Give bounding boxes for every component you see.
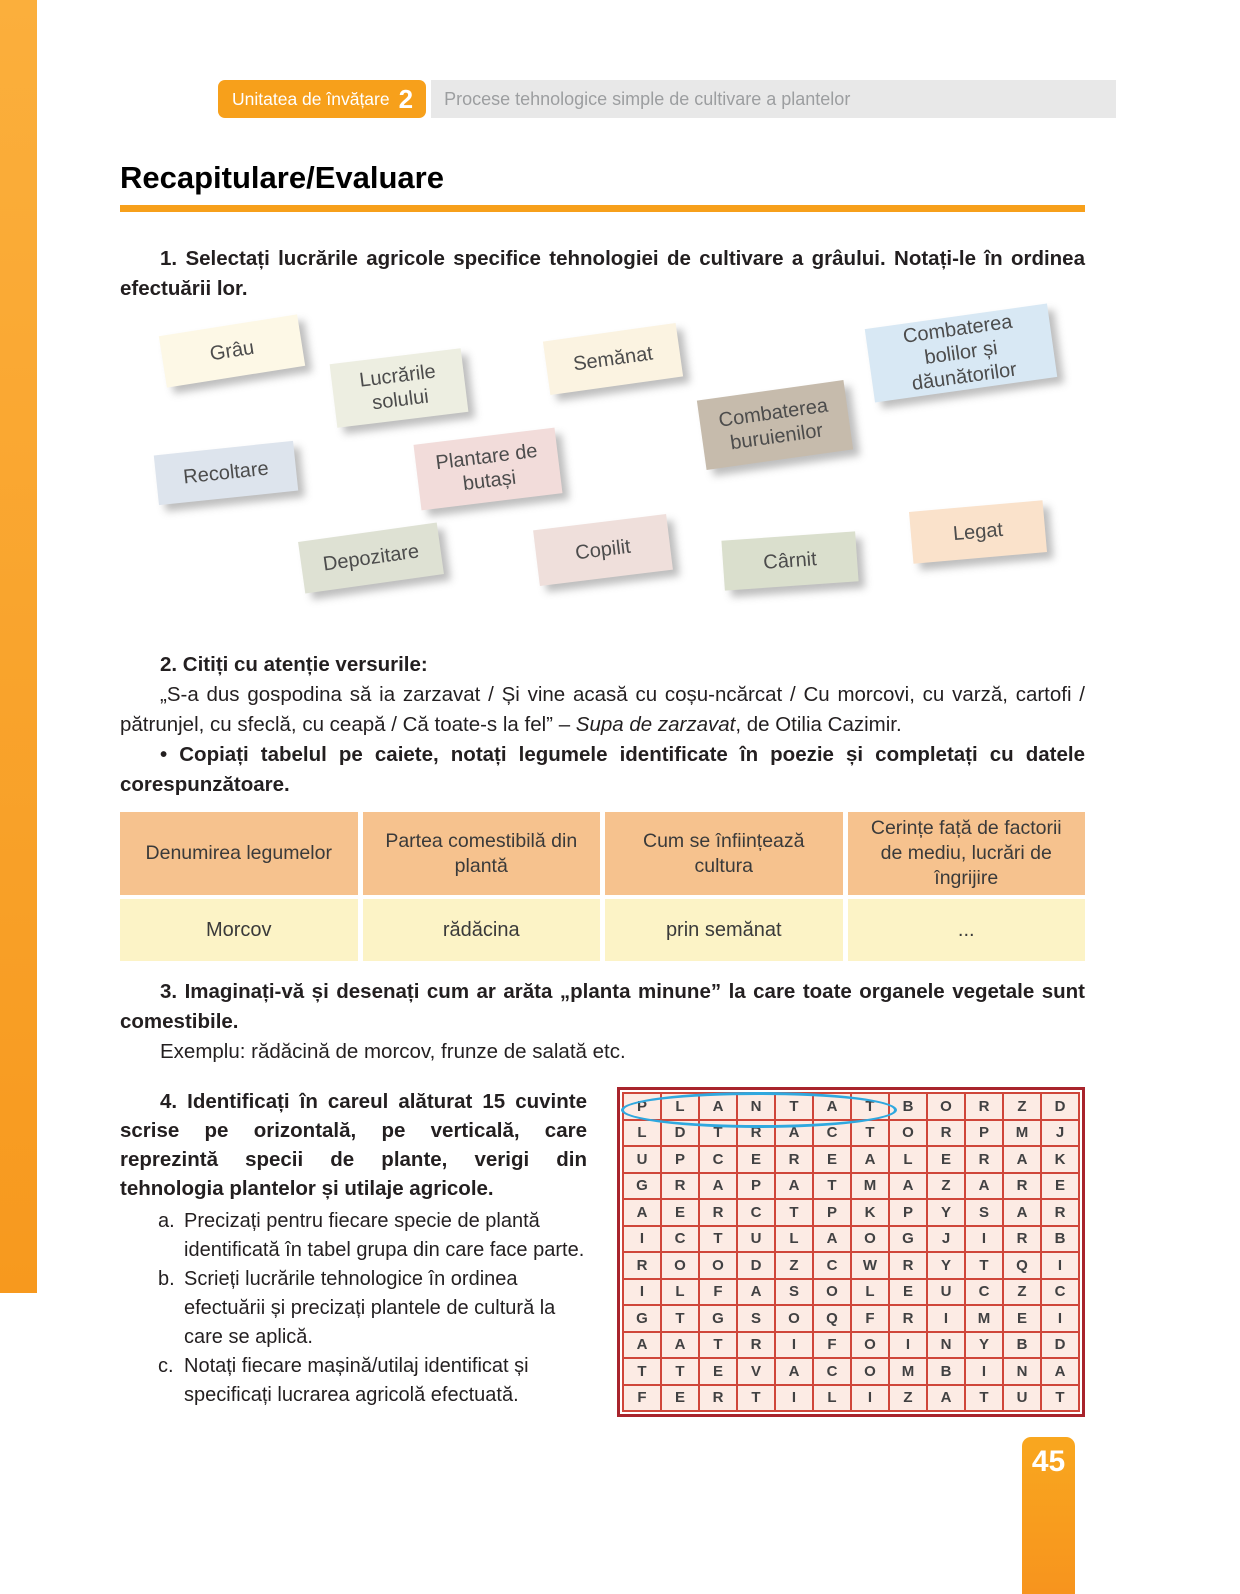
title-underline-rule (120, 205, 1085, 212)
grid-cell: T (662, 1359, 698, 1384)
card-label: Semănat (571, 342, 655, 376)
card-combaterea-bolilor (865, 304, 1058, 403)
card-label: Combaterea buruienilor (717, 394, 830, 455)
grid-cell: R (662, 1174, 698, 1199)
grid-cell: Q (1004, 1253, 1040, 1278)
grid-cell: T (700, 1121, 736, 1146)
grid-cell: G (624, 1306, 660, 1331)
grid-cell: U (928, 1280, 964, 1305)
grid-cell: L (814, 1386, 850, 1411)
list-item-text: Precizați pentru fiecare specie de plantă identificată în tabel grupa din care face parte. (184, 1210, 585, 1261)
card-recoltare (154, 441, 298, 505)
grid-cell: K (852, 1200, 888, 1225)
grid-cell: B (1004, 1333, 1040, 1358)
grid-cell: J (1042, 1121, 1078, 1146)
grid-cell: A (624, 1333, 660, 1358)
grid-cell: T (776, 1094, 812, 1119)
card-label: Depozitare (321, 540, 421, 576)
unit-badge (218, 80, 426, 118)
grid-cell: L (662, 1094, 698, 1119)
grid-cell: Z (928, 1174, 964, 1199)
card-combaterea-buruienilor (697, 380, 853, 470)
grid-cell: R (738, 1121, 774, 1146)
grid-cell: T (852, 1094, 888, 1119)
grid-cell: T (662, 1306, 698, 1331)
left-accent-strip (0, 0, 37, 1293)
grid-cell: I (890, 1333, 926, 1358)
grid-cell: W (852, 1253, 888, 1278)
card-plantare-de-butasi (414, 428, 563, 511)
grid-cell: T (700, 1333, 736, 1358)
table-header-cum-se-infiinteaza: Cum se înființează cultura (605, 812, 843, 895)
grid-cell: U (624, 1147, 660, 1172)
grid-cell: C (738, 1200, 774, 1225)
grid-cell: R (1004, 1174, 1040, 1199)
grid-cell: A (700, 1174, 736, 1199)
card-label: Legat (952, 518, 1004, 546)
grid-cell: C (814, 1359, 850, 1384)
grid-cell: I (1042, 1253, 1078, 1278)
card-label: Plantare de butași (434, 439, 539, 496)
grid-cell: L (662, 1280, 698, 1305)
exercise4-intro: 4. Identificați în careul alăturat 15 cuvinte scrise pe orizontală, pe verticală, care reprezintă specii de plante, verigi din tehnologia plantelor și utilaje agricole. (120, 1090, 587, 1200)
card-label: Copilit (574, 535, 632, 565)
page-number-tab (1022, 1437, 1075, 1594)
grid-cell: I (624, 1227, 660, 1252)
grid-cell: R (700, 1200, 736, 1225)
grid-cell: A (966, 1174, 1002, 1199)
card-lucrarile-solului (330, 348, 469, 428)
grid-cell: R (624, 1253, 660, 1278)
grid-cell: M (890, 1359, 926, 1384)
grid-cell: U (1004, 1386, 1040, 1411)
grid-cell: R (966, 1094, 1002, 1119)
word-search-grid (622, 1092, 1080, 1412)
unit-title-bar (431, 80, 1116, 118)
page-title: Recapitulare/Evaluare (120, 160, 444, 195)
card-copilit (533, 514, 673, 586)
grid-cell: E (814, 1147, 850, 1172)
grid-cell: A (624, 1200, 660, 1225)
grid-cell: L (624, 1121, 660, 1146)
grid-cell: O (662, 1253, 698, 1278)
unit-title: Procese tehnologice simple de cultivare a plantelor (444, 88, 851, 109)
poem-author: , de Otilia Cazimir. (735, 713, 902, 736)
table-header-cerinte: Cerințe față de factorii de mediu, lucrări de îngrijire (848, 812, 1086, 895)
grid-cell: P (662, 1147, 698, 1172)
grid-cell: M (966, 1306, 1002, 1331)
grid-cell: E (700, 1359, 736, 1384)
page-number: 45 (1031, 1445, 1066, 1478)
grid-cell: E (1004, 1306, 1040, 1331)
grid-cell: A (1004, 1200, 1040, 1225)
grid-cell: A (1042, 1359, 1078, 1384)
grid-cell: F (814, 1333, 850, 1358)
grid-cell: P (738, 1174, 774, 1199)
grid-cell: P (966, 1121, 1002, 1146)
grid-cell: B (890, 1094, 926, 1119)
grid-cell: O (776, 1306, 812, 1331)
list-marker: c. (158, 1355, 174, 1377)
grid-cell: T (1042, 1386, 1078, 1411)
grid-cell: F (624, 1386, 660, 1411)
grid-cell: P (624, 1094, 660, 1119)
grid-cell: R (1004, 1227, 1040, 1252)
card-grau (159, 314, 305, 387)
grid-cell: E (662, 1386, 698, 1411)
card-label: Lucrările solului (358, 360, 437, 415)
grid-cell: A (776, 1121, 812, 1146)
grid-cell: L (852, 1280, 888, 1305)
list-item-a (158, 1207, 587, 1265)
exercise3-example: Exemplu: rădăcină de morcov, frunze de salată etc. (160, 1040, 626, 1063)
list-item-c (158, 1352, 587, 1410)
grid-cell: O (890, 1121, 926, 1146)
table-header-partea-comestibila: Partea comestibilă din plantă (363, 812, 601, 895)
grid-cell: S (966, 1200, 1002, 1225)
grid-cell: O (852, 1359, 888, 1384)
grid-cell: C (1042, 1280, 1078, 1305)
grid-cell: A (852, 1147, 888, 1172)
grid-cell: O (928, 1094, 964, 1119)
grid-cell: R (776, 1147, 812, 1172)
grid-cell: U (738, 1227, 774, 1252)
vegetables-table (120, 812, 1085, 961)
grid-cell: G (624, 1174, 660, 1199)
grid-cell: A (776, 1174, 812, 1199)
grid-cell: O (814, 1280, 850, 1305)
grid-cell: O (852, 1227, 888, 1252)
grid-cell: R (966, 1147, 1002, 1172)
grid-cell: Y (928, 1253, 964, 1278)
grid-cell: Y (966, 1333, 1002, 1358)
grid-cell: C (814, 1253, 850, 1278)
grid-cell: G (890, 1227, 926, 1252)
exercise4-text-column (120, 1087, 587, 1417)
grid-cell: A (1004, 1147, 1040, 1172)
grid-cell: C (966, 1280, 1002, 1305)
card-label: Recoltare (182, 457, 270, 489)
page-content (120, 160, 1085, 1417)
exercise2-bullet: • Copiați tabelul pe caiete, notați legumele identificate în poezie și completați cu datele corespunzătoare. (120, 743, 1085, 796)
grid-cell: I (776, 1333, 812, 1358)
grid-cell: T (814, 1174, 850, 1199)
exercise2-poem (120, 680, 1085, 740)
grid-cell: J (928, 1227, 964, 1252)
table-cell-ellipsis: ... (848, 899, 1086, 961)
grid-cell: R (1042, 1200, 1078, 1225)
grid-cell: R (738, 1333, 774, 1358)
grid-cell: E (662, 1200, 698, 1225)
grid-cell: I (1042, 1306, 1078, 1331)
grid-cell: A (776, 1359, 812, 1384)
grid-cell: A (928, 1386, 964, 1411)
grid-cell: M (1004, 1121, 1040, 1146)
grid-cell: Z (1004, 1280, 1040, 1305)
grid-cell: A (814, 1227, 850, 1252)
grid-cell: B (928, 1359, 964, 1384)
table-cell-morcov: Morcov (120, 899, 358, 961)
grid-cell: Z (776, 1253, 812, 1278)
word-search-border (617, 1087, 1085, 1417)
unit-badge-label: Unitatea de învățare (232, 88, 390, 109)
grid-cell: N (738, 1094, 774, 1119)
grid-cell: L (890, 1147, 926, 1172)
list-item-text: Notați fiecare mașină/utilaj identificat și specificați lucrarea agricolă efectuată. (184, 1355, 529, 1406)
grid-cell: I (776, 1386, 812, 1411)
grid-cell: K (1042, 1147, 1078, 1172)
grid-cell: O (700, 1253, 736, 1278)
grid-cell: F (700, 1280, 736, 1305)
grid-cell: R (700, 1386, 736, 1411)
grid-cell: V (738, 1359, 774, 1384)
grid-cell: D (662, 1121, 698, 1146)
grid-cell: E (890, 1280, 926, 1305)
grid-cell: T (624, 1359, 660, 1384)
unit-badge-number: 2 (398, 83, 414, 114)
grid-cell: Y (928, 1200, 964, 1225)
exercise1-text: 1. Selectați lucrările agricole specifice tehnologiei de cultivare a grâului. Notați-le în ordinea efectuării lor. (120, 247, 1085, 300)
grid-cell: Z (890, 1386, 926, 1411)
poem-quote: „S-a dus gospodina să ia zarzavat / Și vine acasă cu coșu-ncărcat / Cu morcovi, cu varză, cartofi / pătrunjel, cu sfeclă, cu ceapă / Că toate-s la fel” – (120, 683, 1085, 736)
exercise4-list (120, 1207, 587, 1410)
grid-cell: L (776, 1227, 812, 1252)
grid-cell: T (738, 1386, 774, 1411)
grid-cell: R (928, 1121, 964, 1146)
poem-source-title: Supa de zarzavat (575, 713, 736, 736)
grid-cell: T (776, 1200, 812, 1225)
grid-cell: C (662, 1227, 698, 1252)
grid-cell: T (700, 1227, 736, 1252)
exercise2-heading: 2. Citiți cu atenție versurile: (160, 653, 428, 676)
grid-cell: M (852, 1174, 888, 1199)
grid-cell: I (966, 1227, 1002, 1252)
grid-cell: G (700, 1306, 736, 1331)
grid-cell: E (928, 1147, 964, 1172)
grid-cell: S (738, 1306, 774, 1331)
grid-cell: T (966, 1386, 1002, 1411)
grid-cell: C (700, 1147, 736, 1172)
grid-cell: Z (1004, 1094, 1040, 1119)
word-search-area (617, 1087, 1085, 1417)
exercise4-section (120, 1087, 1085, 1417)
grid-cell: O (852, 1333, 888, 1358)
grid-cell: A (700, 1094, 736, 1119)
card-carnit (721, 531, 858, 590)
grid-cell: N (1004, 1359, 1040, 1384)
card-label: Grâu (208, 336, 256, 366)
grid-cell: R (890, 1306, 926, 1331)
card-label: Combaterea bolilor și dăunătorilor (901, 310, 1019, 396)
page-header (218, 80, 1116, 118)
list-item-b (158, 1265, 587, 1352)
card-label: Cârnit (762, 548, 818, 574)
grid-cell: I (624, 1280, 660, 1305)
grid-cell: D (1042, 1333, 1078, 1358)
grid-cell: B (1042, 1227, 1078, 1252)
grid-cell: D (1042, 1094, 1078, 1119)
grid-cell: I (852, 1386, 888, 1411)
grid-cell: I (966, 1359, 1002, 1384)
grid-cell: R (890, 1253, 926, 1278)
table-cell-radacina: rădăcina (363, 899, 601, 961)
grid-cell: A (662, 1333, 698, 1358)
grid-cell: E (738, 1147, 774, 1172)
grid-cell: A (890, 1174, 926, 1199)
exercise1-cards-area (120, 310, 1085, 640)
card-legat (909, 500, 1047, 563)
grid-cell: P (890, 1200, 926, 1225)
grid-cell: N (928, 1333, 964, 1358)
grid-cell: S (776, 1280, 812, 1305)
grid-cell: E (1042, 1174, 1078, 1199)
grid-cell: D (738, 1253, 774, 1278)
table-header-denumirea: Denumirea legumelor (120, 812, 358, 895)
card-semanat (543, 323, 683, 395)
card-depozitare (298, 523, 444, 594)
list-marker: b. (158, 1268, 175, 1290)
grid-cell: C (814, 1121, 850, 1146)
grid-cell: I (928, 1306, 964, 1331)
grid-cell: F (852, 1306, 888, 1331)
exercise3-text: 3. Imaginați-vă și desenați cum ar arăta „planta minune” la care toate organele vegetale sunt comestibile. (120, 980, 1085, 1033)
grid-cell: P (814, 1200, 850, 1225)
list-item-text: Scrieți lucrările tehnologice în ordinea efectuării și precizați plantele de cultură la care se aplică. (184, 1268, 556, 1348)
list-marker: a. (158, 1210, 175, 1232)
grid-cell: A (738, 1280, 774, 1305)
grid-cell: T (966, 1253, 1002, 1278)
grid-cell: A (814, 1094, 850, 1119)
grid-cell: T (852, 1121, 888, 1146)
grid-cell: Q (814, 1306, 850, 1331)
table-cell-prin-semanat: prin semănat (605, 899, 843, 961)
